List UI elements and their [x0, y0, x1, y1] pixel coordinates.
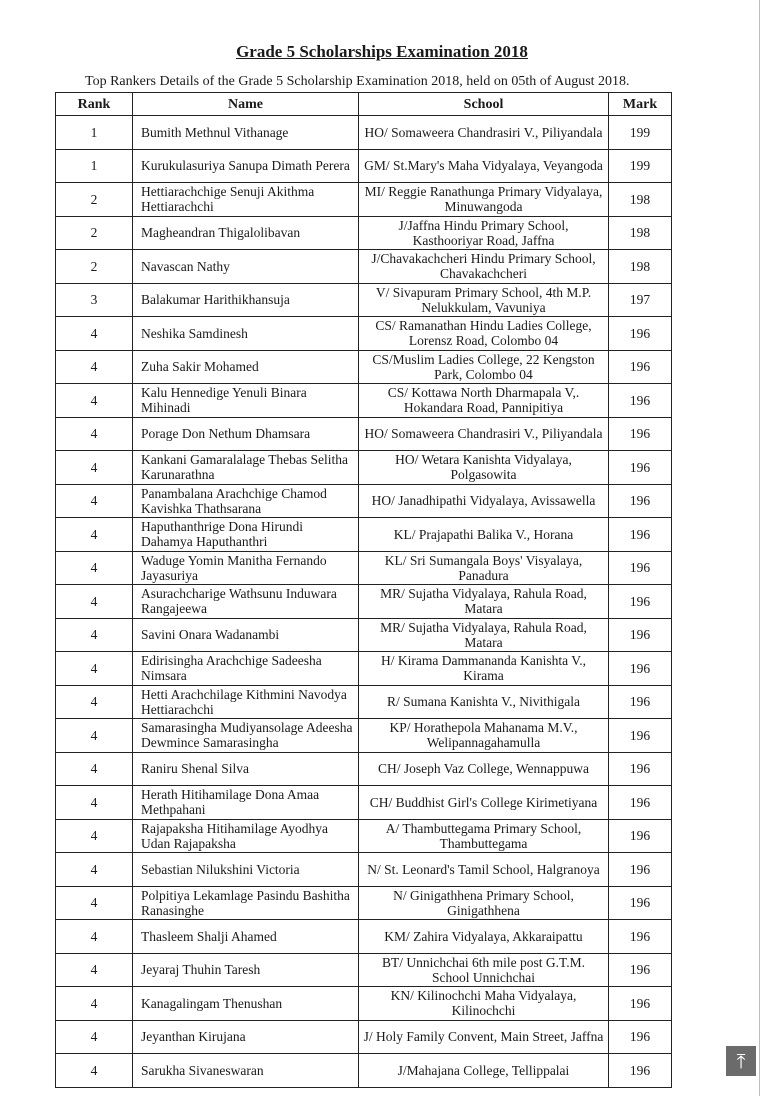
- mark-cell: 196: [609, 719, 672, 753]
- mark-cell: 196: [609, 987, 672, 1021]
- school-cell: H/ Kirama Dammananda Kanishta V., Kirama: [359, 652, 609, 686]
- rank-cell: 4: [56, 920, 133, 954]
- name-cell: Sarukha Sivaneswaran: [133, 1054, 359, 1088]
- name-cell: Kankani Gamaralalage Thebas Selitha Karunarathna: [133, 451, 359, 485]
- table-body: [56, 116, 672, 1088]
- name-cell: Porage Don Nethum Dhamsara: [133, 417, 359, 451]
- school-cell: HO/ Wetara Kanishta Vidyalaya, Polgasowita: [359, 451, 609, 485]
- name-cell: Hettiarachchige Senuji Akithma Hettiarachchi: [133, 183, 359, 217]
- rank-cell: 4: [56, 853, 133, 887]
- name-cell: Magheandran Thigalolibavan: [133, 216, 359, 250]
- header-name: Name: [133, 93, 359, 116]
- name-cell: Herath Hitihamilage Dona Amaa Methpahani: [133, 786, 359, 820]
- table-row: [56, 317, 672, 351]
- school-cell: BT/ Unnichchai 6th mile post G.T.M. School Unnichchai: [359, 953, 609, 987]
- table-row: [56, 719, 672, 753]
- mark-cell: 196: [609, 786, 672, 820]
- name-cell: Samarasingha Mudiyansolage Adeesha Dewmince Samarasingha: [133, 719, 359, 753]
- mark-cell: 196: [609, 685, 672, 719]
- rank-cell: 4: [56, 685, 133, 719]
- name-cell: Rajapaksha Hitihamilage Ayodhya Udan Rajapaksha: [133, 819, 359, 853]
- school-cell: KM/ Zahira Vidyalaya, Akkaraipattu: [359, 920, 609, 954]
- school-cell: CH/ Joseph Vaz College, Wennappuwa: [359, 752, 609, 786]
- school-cell: KN/ Kilinochchi Maha Vidyalaya, Kilinochchi: [359, 987, 609, 1021]
- rank-cell: 2: [56, 183, 133, 217]
- name-cell: Zuha Sakir Mohamed: [133, 350, 359, 384]
- name-cell: Balakumar Harithikhansuja: [133, 283, 359, 317]
- school-cell: J/Jaffna Hindu Primary School, Kasthooriyar Road, Jaffna: [359, 216, 609, 250]
- table-row: [56, 953, 672, 987]
- mark-cell: 196: [609, 350, 672, 384]
- rank-cell: 4: [56, 953, 133, 987]
- school-cell: CS/Muslim Ladies College, 22 Kengston Park, Colombo 04: [359, 350, 609, 384]
- school-cell: CS/ Ramanathan Hindu Ladies College, Lorensz Road, Colombo 04: [359, 317, 609, 351]
- header-mark: Mark: [609, 93, 672, 116]
- rank-cell: 4: [56, 384, 133, 418]
- name-cell: Neshika Samdinesh: [133, 317, 359, 351]
- table-row: [56, 484, 672, 518]
- table-row: [56, 518, 672, 552]
- school-cell: V/ Sivapuram Primary School, 4th M.P. Nelukkulam, Vavuniya: [359, 283, 609, 317]
- rank-cell: 4: [56, 886, 133, 920]
- mark-cell: 198: [609, 250, 672, 284]
- school-cell: GM/ St.Mary's Maha Vidyalaya, Veyangoda: [359, 149, 609, 183]
- mark-cell: 196: [609, 1054, 672, 1088]
- school-cell: N/ St. Leonard's Tamil School, Halgranoya: [359, 853, 609, 887]
- rank-cell: 4: [56, 518, 133, 552]
- table-row: [56, 216, 672, 250]
- table-row: [56, 384, 672, 418]
- name-cell: Thasleem Shalji Ahamed: [133, 920, 359, 954]
- rank-cell: 4: [56, 585, 133, 619]
- school-cell: HO/ Somaweera Chandrasiri V., Piliyandala: [359, 116, 609, 150]
- table-row: [56, 149, 672, 183]
- school-cell: HO/ Somaweera Chandrasiri V., Piliyandala: [359, 417, 609, 451]
- header-school: School: [359, 93, 609, 116]
- mark-cell: 199: [609, 149, 672, 183]
- mark-cell: 196: [609, 484, 672, 518]
- mark-cell: 198: [609, 216, 672, 250]
- name-cell: Navascan Nathy: [133, 250, 359, 284]
- header-rank: Rank: [56, 93, 133, 116]
- name-cell: Asurachcharige Wathsunu Induwara Rangajeewa: [133, 585, 359, 619]
- table-row: [56, 853, 672, 887]
- rank-cell: 4: [56, 350, 133, 384]
- school-cell: CS/ Kottawa North Dharmapala V,. Hokandara Road, Pannipitiya: [359, 384, 609, 418]
- school-cell: KL/ Sri Sumangala Boys' Visyalaya, Panadura: [359, 551, 609, 585]
- mark-cell: 196: [609, 451, 672, 485]
- mark-cell: 196: [609, 886, 672, 920]
- mark-cell: 196: [609, 1020, 672, 1054]
- name-cell: Haputhanthrige Dona Hirundi Dahamya Haputhanthri: [133, 518, 359, 552]
- mark-cell: 196: [609, 853, 672, 887]
- name-cell: Hetti Arachchilage Kithmini Navodya Hettiarachchi: [133, 685, 359, 719]
- mark-cell: 196: [609, 618, 672, 652]
- name-cell: Sebastian Nilukshini Victoria: [133, 853, 359, 887]
- rank-cell: 4: [56, 786, 133, 820]
- rankers-table-container: [55, 92, 671, 1088]
- rank-cell: 4: [56, 987, 133, 1021]
- name-cell: Waduge Yomin Manitha Fernando Jayasuriya: [133, 551, 359, 585]
- rank-cell: 2: [56, 250, 133, 284]
- school-cell: MR/ Sujatha Vidyalaya, Rahula Road, Matara: [359, 618, 609, 652]
- table-row: [56, 585, 672, 619]
- school-cell: J/Mahajana College, Tellippalai: [359, 1054, 609, 1088]
- table-row: [56, 920, 672, 954]
- mark-cell: 196: [609, 819, 672, 853]
- name-cell: Bumith Methnul Vithanage: [133, 116, 359, 150]
- name-cell: Panambalana Arachchige Chamod Kavishka Thathsarana: [133, 484, 359, 518]
- school-cell: MR/ Sujatha Vidyalaya, Rahula Road, Matara: [359, 585, 609, 619]
- school-cell: A/ Thambuttegama Primary School, Thambuttegama: [359, 819, 609, 853]
- scroll-to-top-button[interactable]: [726, 1046, 756, 1076]
- rank-cell: 4: [56, 752, 133, 786]
- table-row: [56, 350, 672, 384]
- school-cell: MI/ Reggie Ranathunga Primary Vidyalaya, Minuwangoda: [359, 183, 609, 217]
- table-row: [56, 987, 672, 1021]
- mark-cell: 196: [609, 518, 672, 552]
- mark-cell: 196: [609, 317, 672, 351]
- mark-cell: 198: [609, 183, 672, 217]
- mark-cell: 196: [609, 417, 672, 451]
- table-row: [56, 283, 672, 317]
- rank-cell: 4: [56, 618, 133, 652]
- rank-cell: 4: [56, 551, 133, 585]
- mark-cell: 199: [609, 116, 672, 150]
- table-header-row: [56, 93, 672, 116]
- school-cell: KP/ Horathepola Mahanama M.V., Welipannagahamulla: [359, 719, 609, 753]
- name-cell: Raniru Shenal Silva: [133, 752, 359, 786]
- name-cell: Savini Onara Wadanambi: [133, 618, 359, 652]
- table-row: [56, 1020, 672, 1054]
- table-row: [56, 886, 672, 920]
- mark-cell: 196: [609, 920, 672, 954]
- rankers-table: [55, 92, 672, 1088]
- table-row: [56, 451, 672, 485]
- table-row: [56, 417, 672, 451]
- name-cell: Kurukulasuriya Sanupa Dimath Perera: [133, 149, 359, 183]
- mark-cell: 196: [609, 585, 672, 619]
- name-cell: Edirisingha Arachchige Sadeesha Nimsara: [133, 652, 359, 686]
- school-cell: KL/ Prajapathi Balika V., Horana: [359, 518, 609, 552]
- table-row: [56, 652, 672, 686]
- rank-cell: 4: [56, 819, 133, 853]
- rank-cell: 4: [56, 317, 133, 351]
- name-cell: Kanagalingam Thenushan: [133, 987, 359, 1021]
- mark-cell: 196: [609, 551, 672, 585]
- rank-cell: 2: [56, 216, 133, 250]
- rank-cell: 1: [56, 116, 133, 150]
- school-cell: N/ Ginigathhena Primary School, Ginigathhena: [359, 886, 609, 920]
- document-subtitle: Top Rankers Details of the Grade 5 Scholarship Examination 2018, held on 05th of August 2018.: [85, 74, 630, 89]
- school-cell: CH/ Buddhist Girl's College Kirimetiyana: [359, 786, 609, 820]
- mark-cell: 196: [609, 652, 672, 686]
- mark-cell: 196: [609, 752, 672, 786]
- school-cell: J/Chavakachcheri Hindu Primary School, Chavakachcheri: [359, 250, 609, 284]
- page-edge: [759, 0, 760, 1096]
- rank-cell: 4: [56, 451, 133, 485]
- table-row: [56, 618, 672, 652]
- rank-cell: 3: [56, 283, 133, 317]
- mark-cell: 196: [609, 384, 672, 418]
- name-cell: Kalu Hennedige Yenuli Binara Mihinadi: [133, 384, 359, 418]
- rank-cell: 4: [56, 1020, 133, 1054]
- table-row: [56, 551, 672, 585]
- rank-cell: 4: [56, 484, 133, 518]
- table-row: [56, 250, 672, 284]
- school-cell: HO/ Janadhipathi Vidyalaya, Avissawella: [359, 484, 609, 518]
- rank-cell: 4: [56, 1054, 133, 1088]
- name-cell: Polpitiya Lekamlage Pasindu Bashitha Ranasinghe: [133, 886, 359, 920]
- table-row: [56, 183, 672, 217]
- mark-cell: 196: [609, 953, 672, 987]
- rank-cell: 4: [56, 417, 133, 451]
- table-row: [56, 685, 672, 719]
- table-row: [56, 786, 672, 820]
- document-title: Grade 5 Scholarships Examination 2018: [236, 42, 528, 61]
- rank-cell: 1: [56, 149, 133, 183]
- name-cell: Jeyaraj Thuhin Taresh: [133, 953, 359, 987]
- name-cell: Jeyanthan Kirujana: [133, 1020, 359, 1054]
- school-cell: J/ Holy Family Convent, Main Street, Jaffna: [359, 1020, 609, 1054]
- table-row: [56, 819, 672, 853]
- mark-cell: 197: [609, 283, 672, 317]
- rank-cell: 4: [56, 719, 133, 753]
- arrow-up-to-line-icon: ⤒: [736, 1049, 746, 1073]
- table-row: [56, 752, 672, 786]
- table-row: [56, 1054, 672, 1088]
- school-cell: R/ Sumana Kanishta V., Nivithigala: [359, 685, 609, 719]
- table-row: [56, 116, 672, 150]
- rank-cell: 4: [56, 652, 133, 686]
